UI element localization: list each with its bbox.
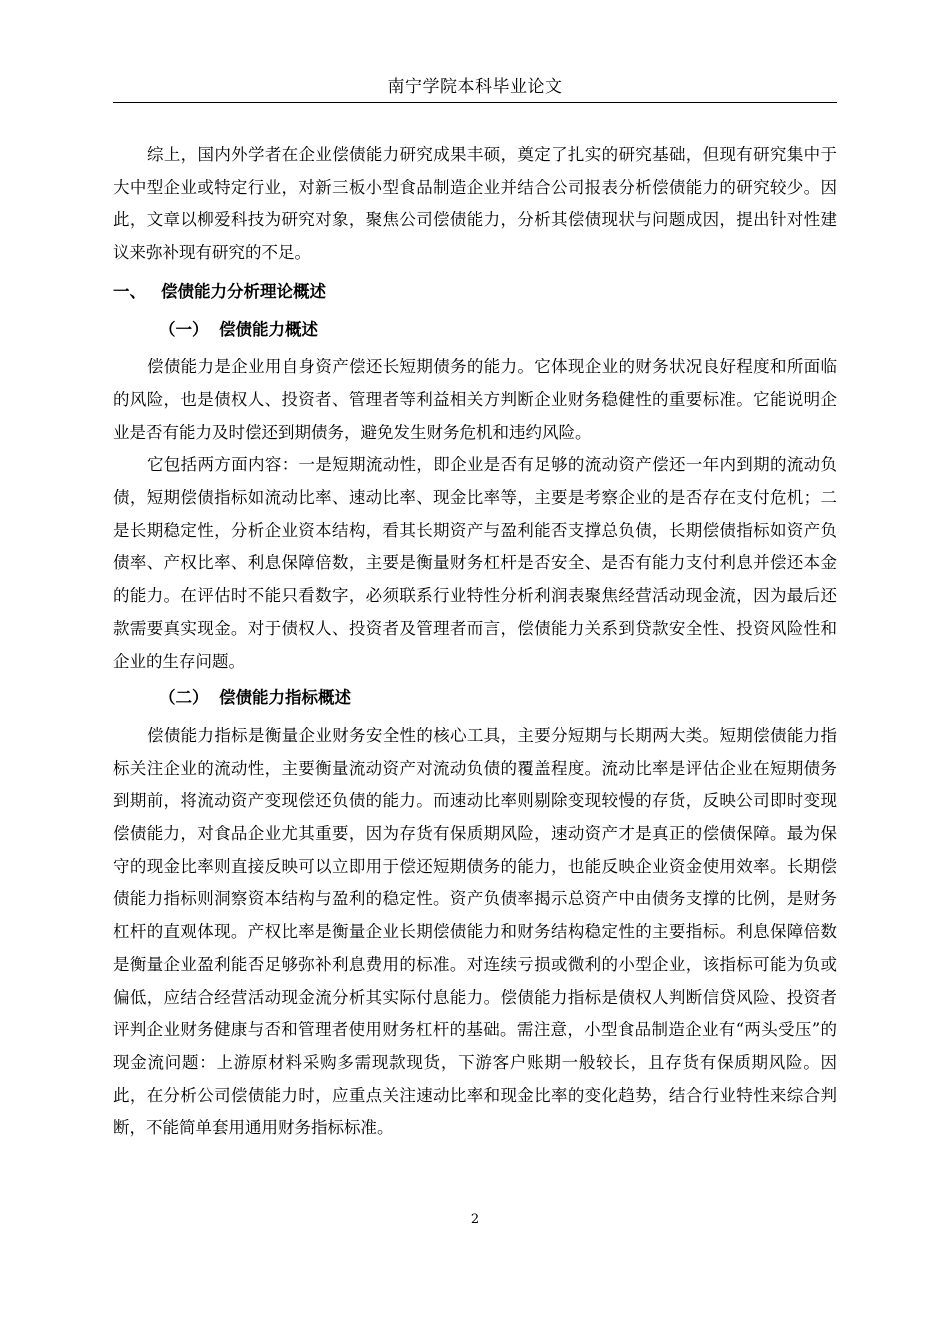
intro-paragraph: 综上，国内外学者在企业偿债能力研究成果丰硕，奠定了扎实的研究基础，但现有研究集中于大中型企业或特定行业，对新三板小型食品制造企业并结合公司报表分析偿债能力的研究较少。因此，文章以柳爱科技为研究对象，聚焦公司偿债能力，分析其偿债现状与问题成因，提出针对性建议来弥补现有研究的不足。 bbox=[113, 145, 837, 263]
body-paragraph: 偿债能力是企业用自身资产偿还长短期债务的能力。它体现企业的财务状况良好程度和所面临的风险，也是债权人、投资者、管理者等利益相关方判断企业财务稳健性的重要标准。它能说明企业是否有能力及时偿还到期债务，避免发生财务危机和违约风险。 bbox=[113, 357, 837, 442]
section-heading bbox=[113, 276, 837, 309]
subsection-title: 偿债能力概述 bbox=[219, 319, 318, 339]
header-rule bbox=[113, 102, 837, 103]
page-number: 2 bbox=[470, 1212, 480, 1227]
main-body bbox=[113, 139, 837, 1145]
subsection-heading bbox=[113, 682, 837, 715]
running-header: 南宁学院本科毕业论文 bbox=[387, 77, 563, 97]
body-paragraph: 偿债能力指标是衡量企业财务安全性的核心工具，主要分短期与长期两大类。短期偿债能力指标关注企业的流动性，主要衡量流动资产对流动负债的覆盖程度。流动比率是评估企业在短期债务到期前，将流动资产变现偿还负债的能力。而速动比率则剔除变现较慢的存货，反映公司即时变现偿债能力，对食品企业尤其重要，因为存货有保质期风险，速动资产才是真正的偿债保障。最为保守的现金比率则直接反映可以立即用于偿还短期债务的能力，也能反映企业资金使用效率。长期偿债能力指标则洞察资本结构与盈利的稳定性。资产负债率揭示总资产中由债务支撑的比例，是财务杠杆的直观体现。产权比率是衡量企业长期偿债能力和财务结构稳定性的主要指标。利息保障倍数是衡量企业盈利能否足够弥补利息费用的标准。对连续亏损或微利的小型企业，该指标可能为负或偏低，应结合经营活动现金流分析其实际付息能力。偿债能力指标是债权人判断信贷风险、投资者评判企业财务健康与否和管理者使用财务杠杆的基础。需注意，小型食品制造企业有“两头受压”的现金流问题：上游原材料采购多需现款现货，下游客户账期一般较长，且存货有保质期风险。因此，在分析公司偿债能力时，应重点关注速动比率和现金比率的变化趋势，结合行业特性来综合判断，不能简单套用通用财务指标标准。 bbox=[113, 725, 837, 1138]
body-paragraph: 它包括两方面内容：一是短期流动性，即企业是否有足够的流动资产偿还一年内到期的流动负债，短期偿债指标如流动比率、速动比率、现金比率等，主要是考察企业的是否存在支付危机；二是长期稳定性，分析企业资本结构，看其长期资产与盈利能否支撑总负债，长期偿债指标如资产负债率、产权比率、利息保障倍数，主要是衡量财务杠杆是否安全、是否有能力支付利息并偿还本金的能力。在评估时不能只看数字，必须联系行业特性分析利润表聚焦经营活动现金流，因为最后还款需要真实现金。对于债权人、投资者及管理者而言，偿债能力关系到贷款安全性、投资风险性和企业的生存问题。 bbox=[113, 455, 837, 671]
subsection-heading bbox=[113, 314, 837, 347]
section-number: 一、 bbox=[113, 281, 146, 301]
section-title: 偿债能力分析理论概述 bbox=[161, 281, 326, 301]
subsection-number: （一） bbox=[159, 319, 209, 339]
subsection-title: 偿债能力指标概述 bbox=[219, 688, 351, 708]
subsection-number: （二） bbox=[159, 688, 209, 708]
